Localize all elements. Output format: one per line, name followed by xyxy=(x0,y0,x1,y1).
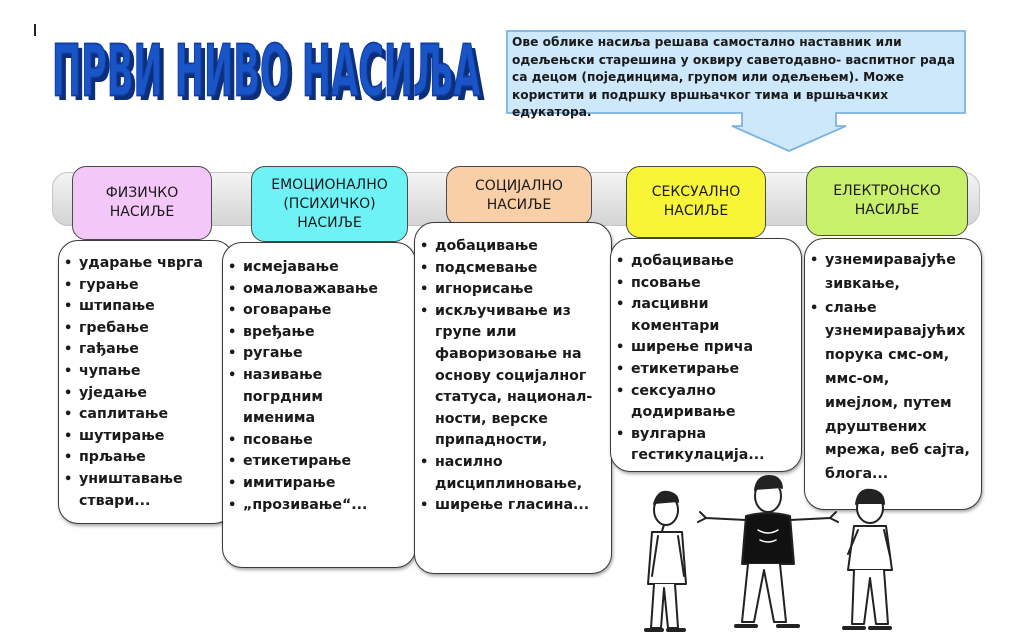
list-item: • називање погрдним именима xyxy=(223,365,415,430)
list-item: • гурање xyxy=(59,275,233,297)
callout-box xyxy=(506,30,972,154)
list-item: • оговарање xyxy=(223,300,415,322)
list-item: • узнемиравајуће зивкање, xyxy=(805,249,981,297)
list-item: • добацивање xyxy=(415,236,611,258)
right-child xyxy=(844,490,892,628)
list-item: • игнорисање xyxy=(415,279,611,301)
list-item: • насилно дисциплиновање, xyxy=(415,452,611,495)
list-item: • омаловажавање xyxy=(223,279,415,301)
card-emotional xyxy=(222,242,416,568)
list-item: • ширење гласина... xyxy=(415,495,611,517)
list-item: • вулгарна гестикулација... xyxy=(611,424,801,467)
list-emotional xyxy=(223,243,415,516)
list-item: • ругање xyxy=(223,343,415,365)
list-item: • имитирање xyxy=(223,473,415,495)
list-item: • гребање xyxy=(59,318,233,340)
list-item: • псовање xyxy=(223,430,415,452)
list-item: • чупање xyxy=(59,361,233,383)
list-item: • подсмевање xyxy=(415,258,611,280)
tab-physical xyxy=(72,166,212,240)
cursor-mark xyxy=(34,24,36,36)
tab-sexual xyxy=(626,166,766,238)
list-social xyxy=(415,223,611,517)
list-item: • уједање xyxy=(59,383,233,405)
list-item: • ширење прича xyxy=(611,337,801,359)
list-item: • ударање чврга xyxy=(59,253,233,275)
list-item: • етикетирање xyxy=(611,359,801,381)
list-item: • искључивање из групе или фаворизовање на основу социјалног статуса, национал- ности, верске припадности, xyxy=(415,301,611,452)
list-item: • уништавање ствари... xyxy=(59,469,233,512)
tab-emotional-label: ЕМОЦИОНАЛНО (ПСИХИЧКО) НАСИЉЕ xyxy=(271,176,388,231)
list-physical xyxy=(59,241,233,512)
list-electronic xyxy=(805,239,981,487)
title-graphic xyxy=(52,24,502,114)
list-item: • шутирање xyxy=(59,426,233,448)
list-item: • „прозивање“... xyxy=(223,495,415,517)
page-title xyxy=(52,24,502,114)
children-drawing xyxy=(618,468,918,640)
list-item: • исмејавање xyxy=(223,257,415,279)
list-sexual xyxy=(611,239,801,467)
list-item: • етикетирање xyxy=(223,451,415,473)
list-item: • добацивање xyxy=(611,251,801,273)
list-item: • гађање xyxy=(59,339,233,361)
children-illustration xyxy=(618,468,918,640)
list-item: • псовање xyxy=(611,273,801,295)
card-sexual xyxy=(610,238,802,472)
list-item: • вређање xyxy=(223,322,415,344)
tab-electronic xyxy=(806,166,968,236)
card-social xyxy=(414,222,612,574)
title-shadow: ПРВИ НИВО НАСИЉА xyxy=(56,34,485,114)
tab-social-label: СОЦИЈАЛНО НАСИЉЕ xyxy=(475,178,563,213)
list-item: • прљање xyxy=(59,447,233,469)
list-item: • ласцивни коментари xyxy=(611,294,801,337)
tab-physical-label: ФИЗИЧКО НАСИЉЕ xyxy=(105,185,179,220)
tab-sexual-label: СЕКСУАЛНО НАСИЉЕ xyxy=(651,184,741,219)
callout-text: Ове облике насиља решава самостално наставник или одељењски старешина у оквиру саветодавно- васпитног рада са децом (појединцима, групом или одељењем). Може користити и подршку вршњачког тима и вршњачких едукатора. xyxy=(512,35,955,119)
list-item: • сексуално додиривање xyxy=(611,381,801,424)
title-text: ПРВИ НИВО НАСИЉА xyxy=(52,30,481,114)
tab-emotional xyxy=(251,166,408,242)
list-item: • штипање xyxy=(59,296,233,318)
tab-social xyxy=(446,166,592,226)
tab-electronic-label: ЕЛЕКТРОНСКО НАСИЉЕ xyxy=(833,183,941,218)
list-item: • слање узнемиравајућих порука смс-ом, ммс-ом, имејлом, путем друштвених мрежа, веб сајта, блога... xyxy=(805,297,981,487)
list-item: • саплитање xyxy=(59,404,233,426)
middle-child xyxy=(698,476,838,626)
left-child xyxy=(646,492,686,630)
card-physical xyxy=(58,240,234,524)
